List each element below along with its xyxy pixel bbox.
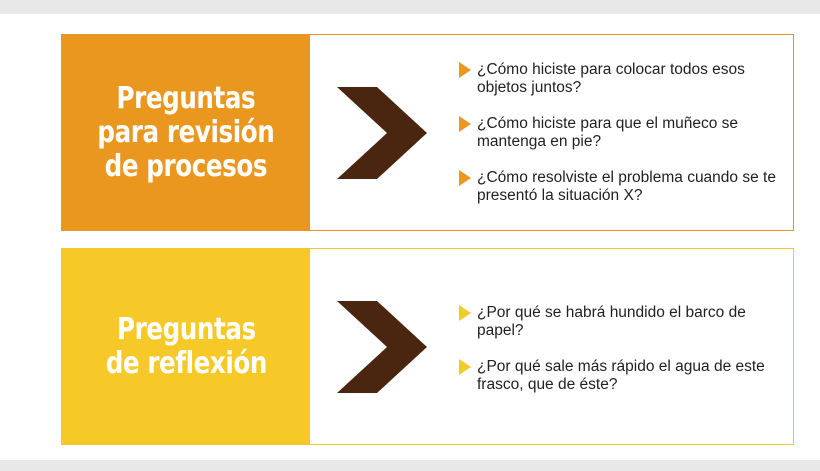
section-process-review (61, 34, 794, 231)
question-list (459, 304, 789, 412)
section-label-box (62, 35, 310, 230)
list-item (459, 304, 789, 340)
triangle-bullet-icon (459, 305, 471, 321)
list-item (459, 358, 789, 394)
question-text: ¿Por qué sale más rápido el agua de este frasco, que de éste? (477, 358, 765, 393)
triangle-bullet-icon (459, 170, 471, 186)
question-text: ¿Cómo resolviste el problema cuando se te presentó la situación X? (477, 169, 776, 204)
section-title: Preguntas de reflexión (105, 311, 267, 381)
list-item (459, 169, 789, 205)
question-text: ¿Cómo hiciste para colocar todos esos objetos juntos? (477, 61, 745, 96)
question-text: ¿Cómo hiciste para que el muñeco se mantenga en pie? (477, 115, 739, 150)
section-title: Preguntas para revisión de procesos (97, 80, 275, 184)
bottom-band (0, 460, 820, 471)
top-band (0, 0, 820, 14)
section-reflection (61, 248, 794, 445)
list-item (459, 115, 789, 151)
question-list (459, 61, 789, 223)
triangle-bullet-icon (459, 62, 471, 78)
question-text: ¿Por qué se habrá hundido el barco de papel? (477, 304, 746, 339)
chevron-right-icon (337, 301, 427, 393)
section-label-box (62, 249, 310, 444)
triangle-bullet-icon (459, 359, 471, 375)
list-item (459, 61, 789, 97)
chevron-right-icon (337, 87, 427, 179)
triangle-bullet-icon (459, 116, 471, 132)
